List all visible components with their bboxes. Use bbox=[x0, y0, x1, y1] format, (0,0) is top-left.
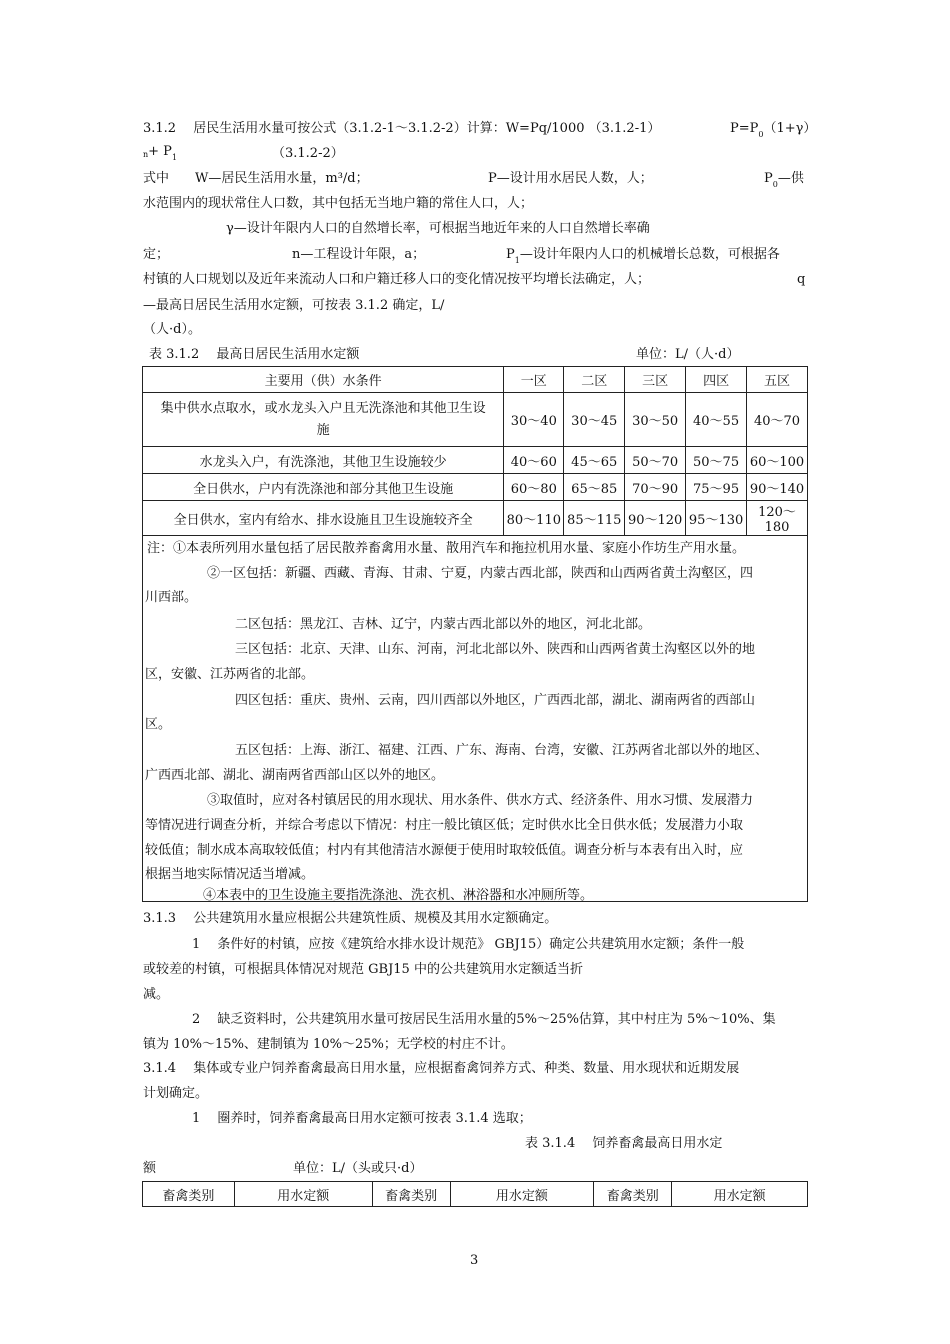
table-312-caption: 表 3.1.2 最高日居民生活用水定额 bbox=[149, 347, 360, 362]
table-row bbox=[143, 393, 808, 447]
note-line: 较低值；制水成本高取较低值；村内有其他清洁水源便于使用时取较低值。调查分析与本表有出入时，应 bbox=[145, 843, 744, 858]
para-312-line6c bbox=[506, 247, 780, 264]
text: P bbox=[506, 247, 515, 262]
header-cell: 用水定额 bbox=[234, 1182, 372, 1207]
text: P bbox=[764, 171, 773, 186]
para-312-line3b: P—设计用水居民人数，人； bbox=[488, 171, 653, 186]
note-line: ③取值时，应对各村镇居民的用水现状、用水条件、供水方式、经济条件、用水习惯、发展潜力 bbox=[207, 793, 754, 808]
header-cell: 用水定额 bbox=[450, 1182, 594, 1207]
subscript: 1 bbox=[171, 153, 178, 162]
value-cell: 40～60 bbox=[504, 447, 564, 474]
note-line: 三区包括：北京、天津、山东、河南，河北北部以外、陕西和山西两省黄土沟壑区以外的地 bbox=[235, 642, 756, 657]
para-312-line1 bbox=[143, 121, 660, 137]
text: P=P bbox=[730, 121, 759, 136]
table-312-unit: 单位：L/（人·d） bbox=[636, 347, 740, 362]
para-312-line7b: q bbox=[797, 272, 806, 287]
note-line: 五区包括：上海、浙江、福建、江西、广东、海南、台湾，安徽、江苏两省北部以外的地区、 bbox=[235, 743, 769, 758]
value-cell: 30～50 bbox=[625, 393, 686, 447]
condition-cell bbox=[143, 393, 504, 447]
note-line: 四区包括：重庆、贵州、云南，四川西部以外地区，广西西北部，湖北、湖南两省的西部山 bbox=[235, 693, 756, 708]
header-cell: 五区 bbox=[747, 367, 808, 393]
subscript: n bbox=[143, 150, 149, 159]
condition-cell: 水龙头入户，有洗涤池，其他卫生设施较少 bbox=[143, 447, 504, 474]
note-line: ④本表中的卫生设施主要指洗涤池、洗衣机、淋浴器和水冲厕所等。 bbox=[203, 888, 594, 903]
text: —供 bbox=[777, 171, 804, 186]
table-row bbox=[143, 501, 808, 536]
value-cell: 40～70 bbox=[747, 393, 808, 447]
cell-text: 集中供水点取水，或水龙头入户且无洗涤池和其他卫生设 bbox=[160, 400, 486, 416]
para-312-line4: 水范围内的现状常住人口数，其中包括无当地户籍的常住人口，人； bbox=[143, 196, 534, 211]
header-cell: 三区 bbox=[625, 367, 686, 393]
note-line: 区。 bbox=[145, 717, 172, 732]
header-cell: 畜禽类别 bbox=[372, 1182, 450, 1207]
header-cell: 二区 bbox=[564, 367, 625, 393]
value-cell: 90～140 bbox=[747, 474, 808, 501]
value-cell: 65～85 bbox=[564, 474, 625, 501]
para-314-item1: 1 圈养时，饲养畜禽最高日用水定额可按表 3.1.4 选取； bbox=[192, 1111, 532, 1126]
value-cell: 30～40 bbox=[504, 393, 564, 447]
subscript: 1 bbox=[514, 256, 520, 265]
para-312-line6b: n—工程设计年限，a； bbox=[292, 247, 426, 262]
para-314-line1: 3.1.4 集体或专业户饲养畜禽最高日用水量，应根据畜禽饲养方式、种类、数量、用水现状和近期发展 bbox=[143, 1061, 740, 1076]
note-line: 广西西北部、湖北、湖南两省西部山区以外的地区。 bbox=[145, 768, 445, 783]
table-row bbox=[143, 474, 808, 501]
subscript: 0 bbox=[772, 180, 778, 189]
value-cell: 50～70 bbox=[625, 447, 686, 474]
value-cell: 45～65 bbox=[564, 447, 625, 474]
value-cell: 60～100 bbox=[747, 447, 808, 474]
value-cell: 60～80 bbox=[504, 474, 564, 501]
value-cell: 75～95 bbox=[686, 474, 747, 501]
value-cell: 40～55 bbox=[686, 393, 747, 447]
table-312 bbox=[142, 366, 808, 536]
note-line: 区，安徽、江苏两省的北部。 bbox=[145, 667, 315, 682]
table-row bbox=[143, 447, 808, 474]
header-cell: 一区 bbox=[504, 367, 564, 393]
header-cell: 畜禽类别 bbox=[143, 1182, 235, 1207]
text: 3.1.2 居民生活用水量可按公式（3.1.2-1～3.1.2-2）计算：W=Pq/1000 （3.1.2-1） bbox=[143, 121, 661, 136]
note-line: ②一区包括：新疆、西藏、青海、甘肃、宁夏，内蒙古西北部，陕西和山西两省黄土沟壑区，四 bbox=[207, 566, 754, 581]
condition-cell: 全日供水，户内有洗涤池和部分其他卫生设施 bbox=[143, 474, 504, 501]
note-line: 二区包括：黑龙江、吉林、辽宁，内蒙古西北部以外的地区，河北北部。 bbox=[235, 617, 652, 632]
para-313-item1-line2: 或较差的村镇，可根据具体情况对规范 GBJ15 中的公共建筑用水定额适当折 bbox=[143, 962, 583, 977]
note-line: 等情况进行调查分析，并综合考虑以下情况：村庄一般比镇区低；定时供水比全日供水低；发展潜力小取 bbox=[145, 818, 744, 833]
para-313-title: 3.1.3 公共建筑用水量应根据公共建筑性质、规模及其用水定额确定。 bbox=[143, 911, 558, 926]
table-314-caption-end: 额 bbox=[143, 1161, 157, 1176]
para-312-line9: （人·d）。 bbox=[143, 322, 201, 337]
text: （1+γ） bbox=[763, 121, 817, 136]
para-312-line2 bbox=[143, 144, 177, 161]
para-313-item2-line1: 2 缺乏资料时，公共建筑用水量可按居民生活用水量的5%～25%估算，其中村庄为 5%～10%、集 bbox=[192, 1012, 776, 1027]
para-312-line3a: 式中 W—居民生活用水量，m³/d； bbox=[143, 171, 369, 186]
text: + P bbox=[148, 144, 172, 159]
table-312-notes bbox=[142, 534, 808, 902]
header-cell: 四区 bbox=[686, 367, 747, 393]
table-314-caption: 表 3.1.4 饲养畜禽最高日用水定 bbox=[525, 1136, 723, 1151]
note-line: 川西部。 bbox=[145, 590, 198, 605]
value-cell: 70～90 bbox=[625, 474, 686, 501]
value-cell: 30～45 bbox=[564, 393, 625, 447]
formula-number: （3.1.2-2） bbox=[272, 146, 344, 161]
cell-text: 施 bbox=[316, 422, 330, 438]
header-cell: 畜禽类别 bbox=[594, 1182, 672, 1207]
value-cell: 120～180 bbox=[747, 501, 808, 536]
header-cell: 用水定额 bbox=[672, 1182, 808, 1207]
value-cell: 90～120 bbox=[625, 501, 686, 536]
text: —设计年限内人口的机械增长总数，可根据各 bbox=[519, 247, 780, 262]
table-314 bbox=[142, 1181, 808, 1207]
para-312-line5: γ—设计年限内人口的自然增长率，可根据当地近年来的人口自然增长率确 bbox=[226, 221, 650, 236]
value-cell: 50～75 bbox=[686, 447, 747, 474]
table-header-row bbox=[143, 367, 808, 393]
page-number: 3 bbox=[470, 1253, 479, 1268]
para-312-line3c bbox=[764, 171, 804, 188]
para-312-line8: —最高日居民生活用水定额，可按表 3.1.2 确定，L/ bbox=[143, 298, 445, 313]
para-313-item1-line1: 1 条件好的村镇，应按《建筑给水排水设计规范》 GBJ15）确定公共建筑用水定额；条件一般 bbox=[192, 937, 745, 952]
subscript: 0 bbox=[758, 130, 764, 139]
formula-p bbox=[730, 121, 816, 138]
para-313-item1-line3: 减。 bbox=[143, 987, 170, 1002]
value-cell: 95～130 bbox=[686, 501, 747, 536]
value-cell: 85～115 bbox=[564, 501, 625, 536]
header-cell: 主要用（供）水条件 bbox=[143, 367, 504, 393]
value-cell: 80～110 bbox=[504, 501, 564, 536]
para-312-line6a: 定； bbox=[143, 247, 170, 262]
para-313-item2-line2: 镇为 10%～15%、建制镇为 10%～25%；无学校的村庄不计。 bbox=[143, 1037, 514, 1052]
note-line: 注：①本表所列用水量包括了居民散养畜禽用水量、散用汽车和拖拉机用水量、家庭小作坊生产用水量。 bbox=[147, 541, 746, 556]
condition-cell: 全日供水，室内有给水、排水设施且卫生设施较齐全 bbox=[143, 501, 504, 536]
table-header-row bbox=[143, 1182, 808, 1207]
para-314-line2: 计划确定。 bbox=[143, 1086, 209, 1101]
table-314-unit: 单位：L/（头或只·d） bbox=[293, 1161, 423, 1176]
para-312-line7a: 村镇的人口规划以及近年来流动人口和户籍迁移人口的变化情况按平均增长法确定，人； bbox=[143, 272, 651, 287]
note-line: 根据当地实际情况适当增减。 bbox=[145, 867, 315, 882]
